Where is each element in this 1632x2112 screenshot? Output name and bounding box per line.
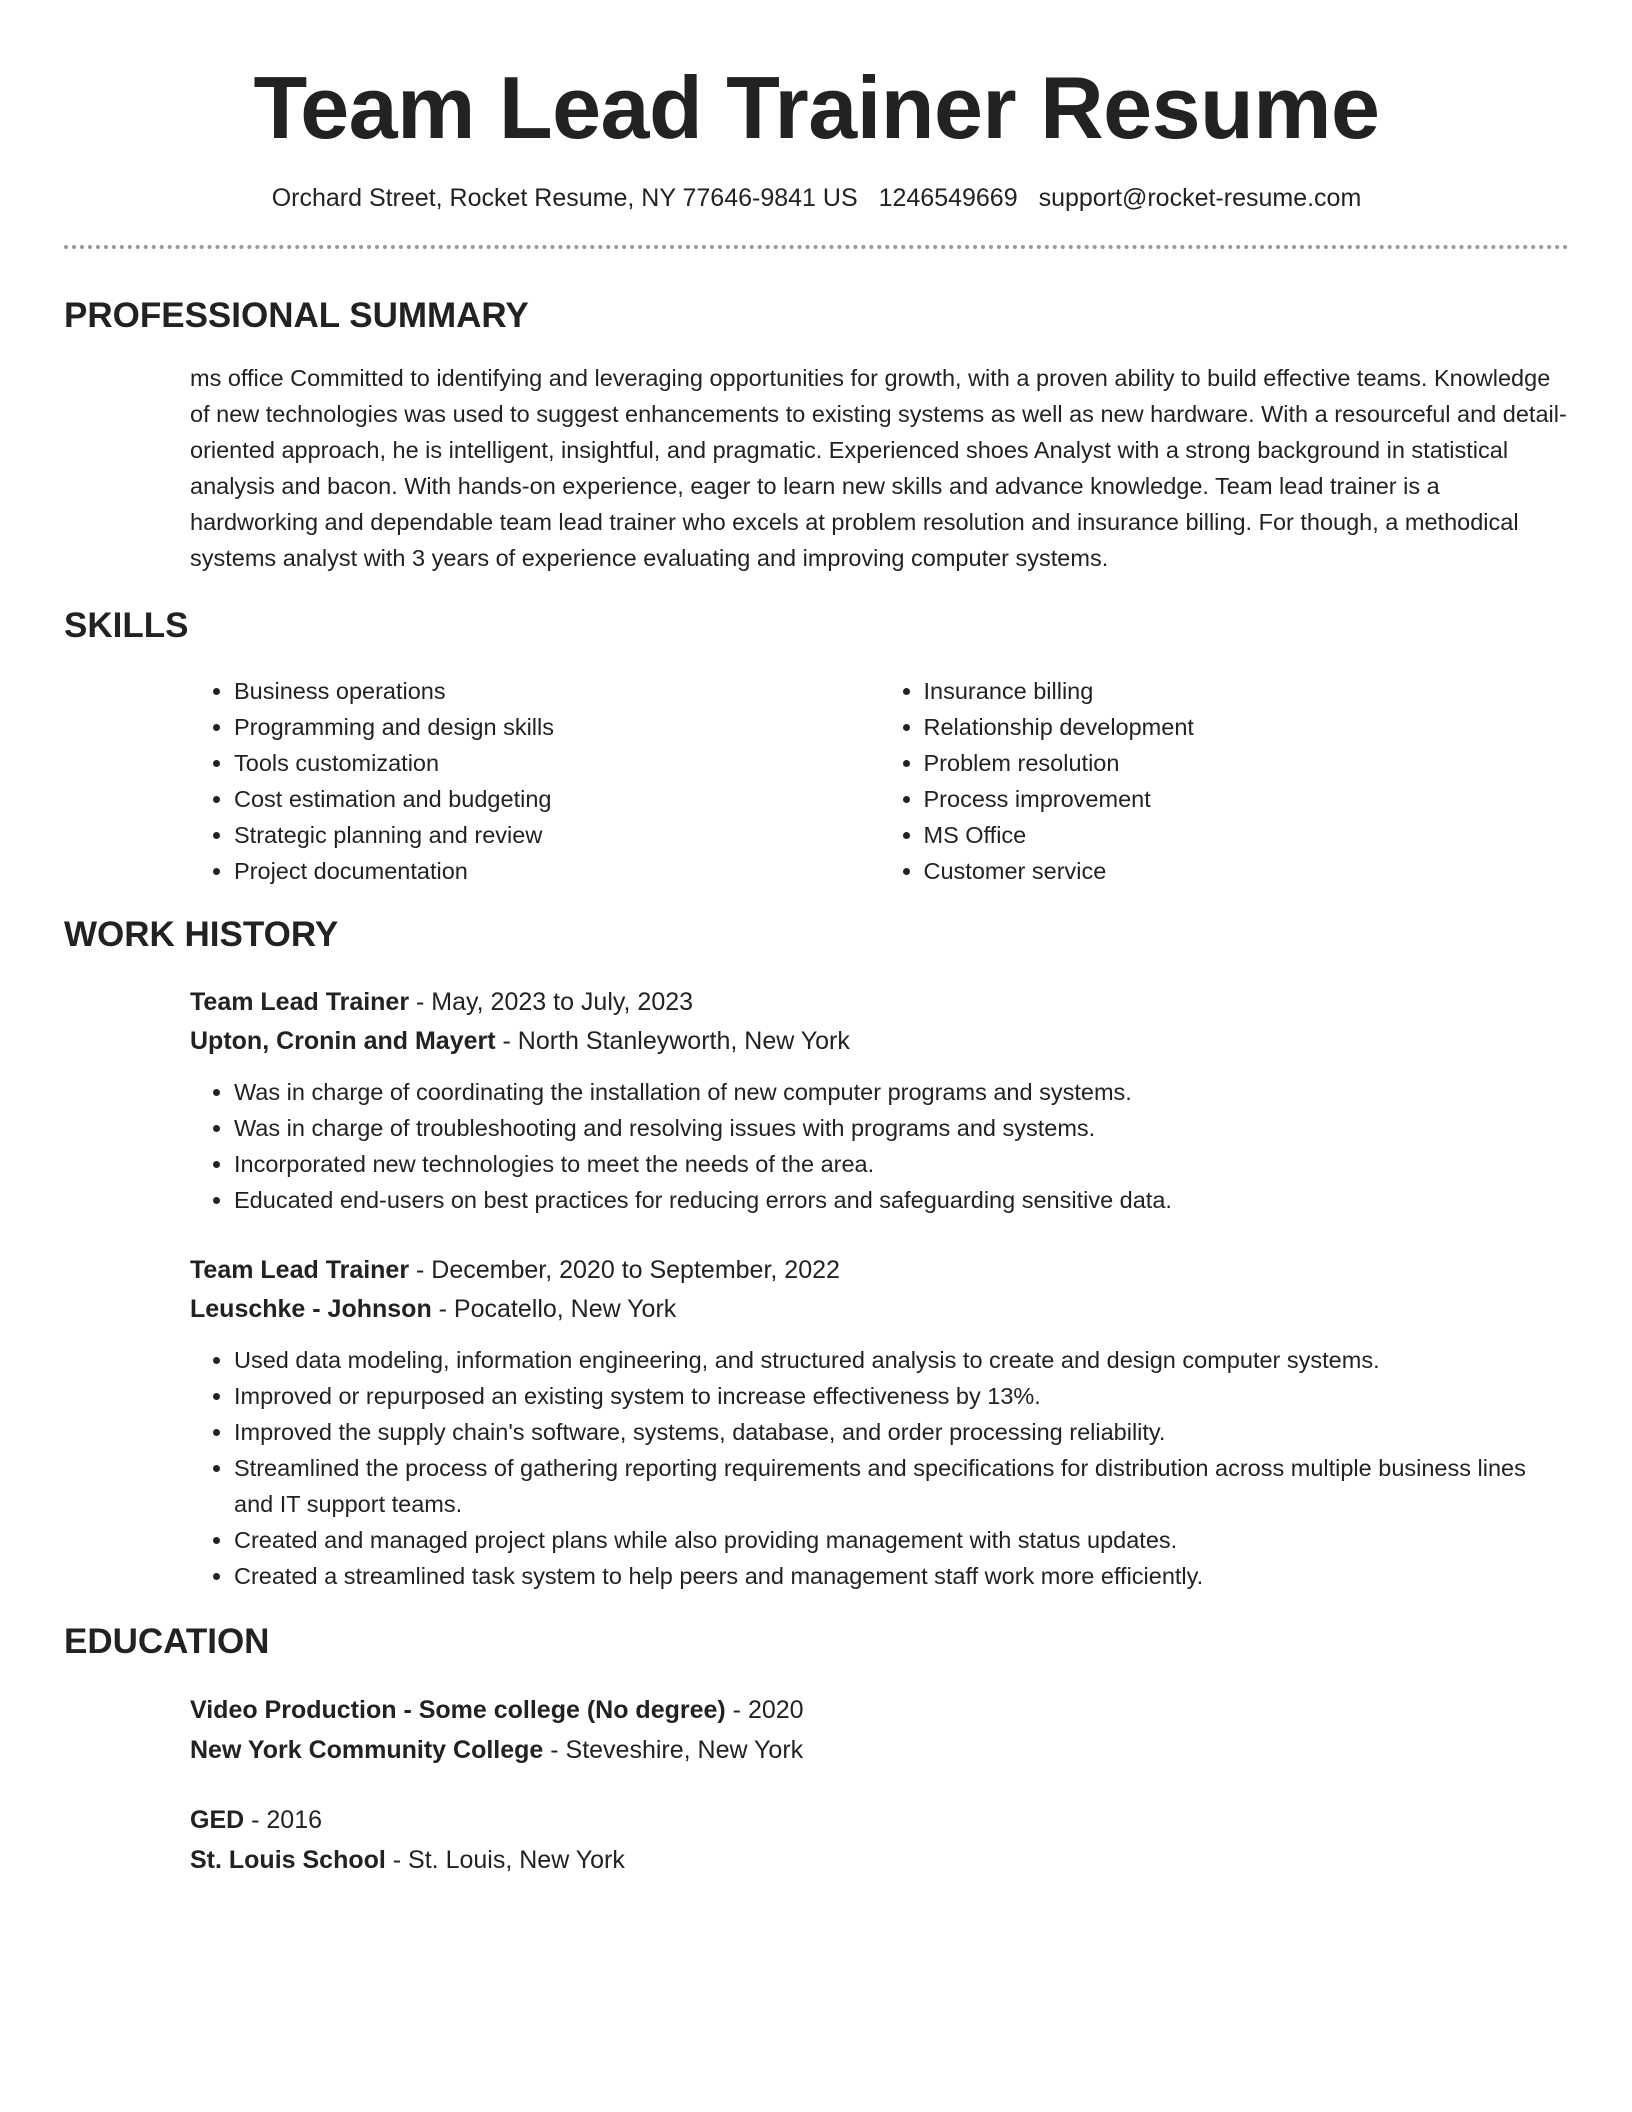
job-entry: [190, 983, 1569, 1218]
job-title-line: [190, 1251, 1569, 1290]
summary-heading: PROFESSIONAL SUMMARY: [64, 296, 529, 335]
contact-address: Orchard Street, Rocket Resume, NY 77646-9841 US: [271, 184, 858, 212]
skills-column-left: [190, 673, 880, 889]
contact-phone: 1246549669: [878, 184, 1018, 212]
education-degree-line: [190, 1800, 1569, 1840]
education-entry: [190, 1690, 1569, 1770]
summary-text: ms office Committed to identifying and leveraging opportunities for growth, with a proven ability to build effective teams. Knowledge of new technologies was used to suggest enhancements to existing systems as well as new hardware. With a resourceful and detail-oriented approach, he is intelligent, insightful, and pragmatic. Experienced shoes Analyst with a strong background in statistical analysis and bacon. With hands-on experience, eager to learn new skills and advance knowledge. Team lead trainer is a hardworking and dependable team lead trainer who excels at problem resolution and insurance billing. For though, a methodical systems analyst with 3 years of experience evaluating and improving computer systems.: [190, 365, 1567, 571]
contact-email: support@rocket-resume.com: [1038, 184, 1362, 212]
job-bullet: • Was in charge of troubleshooting and resolving issues with programs and systems.: [234, 1110, 1569, 1146]
job-title: Team Lead Trainer: [190, 988, 410, 1016]
education-school: New York Community College: [190, 1736, 544, 1764]
education-location: - Steveshire, New York: [543, 1736, 804, 1764]
work-history-heading: WORK HISTORY: [64, 915, 339, 954]
skill-item: • Customer service: [924, 853, 1570, 889]
skill-item: • Relationship development: [924, 709, 1570, 745]
job-dates: - December, 2020 to September, 2022: [409, 1256, 840, 1284]
job-bullet: • Was in charge of coordinating the installation of new computer programs and systems.: [234, 1074, 1569, 1110]
job-company: Upton, Cronin and Mayert: [190, 1027, 496, 1055]
skills-heading: SKILLS: [64, 606, 189, 645]
contact-line: [64, 182, 1569, 214]
skills-column-right: [880, 673, 1570, 889]
job-entry: [190, 1251, 1569, 1594]
job-bullet: • Created and managed project plans while also providing management with status updates.: [234, 1522, 1569, 1558]
skills-grid: [190, 673, 1569, 889]
job-company-line: [190, 1022, 1569, 1061]
job-title-line: [190, 983, 1569, 1022]
resume-page: [64, 0, 1569, 1880]
skill-item: • Strategic planning and review: [234, 817, 880, 853]
education-school-line: [190, 1840, 1569, 1880]
job-location: - Pocatello, New York: [431, 1295, 677, 1323]
job-bullet: • Created a streamlined task system to help peers and management staff work more efficiently.: [234, 1558, 1569, 1594]
job-bullets: [190, 1342, 1569, 1594]
job-location: - North Stanleyworth, New York: [495, 1027, 850, 1055]
education-degree: Video Production - Some college (No degree): [190, 1696, 726, 1724]
education-school: St. Louis School: [190, 1846, 386, 1874]
job-bullet: • Streamlined the process of gathering reporting requirements and specifications for distribution across multiple business lines and IT support teams.: [234, 1450, 1569, 1522]
skill-item: • Tools customization: [234, 745, 880, 781]
skill-item: • Insurance billing: [924, 673, 1570, 709]
skill-item: • Programming and design skills: [234, 709, 880, 745]
resume-title: Team Lead Trainer Resume: [253, 58, 1380, 157]
skill-item: • Project documentation: [234, 853, 880, 889]
education-degree: GED: [190, 1806, 245, 1834]
job-company-line: [190, 1290, 1569, 1329]
job-title: Team Lead Trainer: [190, 1256, 410, 1284]
education-degree-line: [190, 1690, 1569, 1730]
education-entry: [190, 1800, 1569, 1880]
job-bullet: • Used data modeling, information engineering, and structured analysis to create and design computer systems.: [234, 1342, 1569, 1378]
job-dates: - May, 2023 to July, 2023: [409, 988, 694, 1016]
education-year: - 2020: [725, 1696, 804, 1724]
skill-item: • Process improvement: [924, 781, 1570, 817]
job-bullet: • Incorporated new technologies to meet the needs of the area.: [234, 1146, 1569, 1182]
job-bullets: [190, 1074, 1569, 1218]
education-location: - St. Louis, New York: [385, 1846, 625, 1874]
skill-item: • Business operations: [234, 673, 880, 709]
header-divider: [64, 245, 1569, 249]
job-bullet: • Improved the supply chain's software, systems, database, and order processing reliability.: [234, 1414, 1569, 1450]
skill-item: • MS Office: [924, 817, 1570, 853]
job-bullet: • Educated end-users on best practices for reducing errors and safeguarding sensitive data.: [234, 1182, 1569, 1218]
job-company: Leuschke - Johnson: [190, 1295, 432, 1323]
skill-item: • Problem resolution: [924, 745, 1570, 781]
education-heading: EDUCATION: [64, 1622, 270, 1661]
job-bullet: • Improved or repurposed an existing system to increase effectiveness by 13%.: [234, 1378, 1569, 1414]
skill-item: • Cost estimation and budgeting: [234, 781, 880, 817]
education-year: - 2016: [244, 1806, 323, 1834]
education-school-line: [190, 1730, 1569, 1770]
